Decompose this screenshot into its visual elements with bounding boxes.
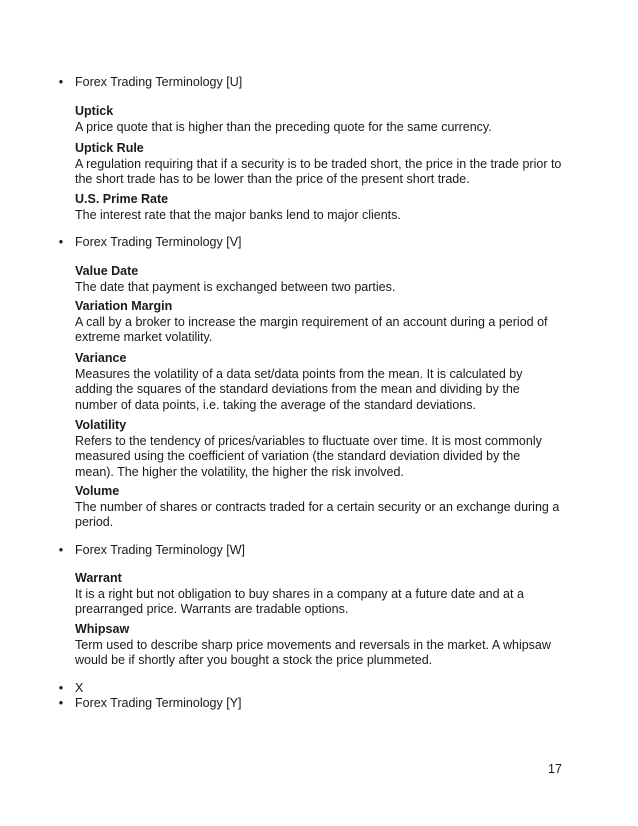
glossary-entry [75,264,575,295]
bullet-icon: • [58,75,64,89]
glossary-entry [75,104,575,135]
term: Volume [75,484,120,498]
definition-line: A regulation requiring that if a security is to be traded short, the price in the trade prior to [75,156,562,171]
definition-line: A call by a broker to increase the margin requirement of an account during a period of [75,314,548,329]
definition-line: extreme market volatility. [75,330,213,344]
term: Warrant [75,571,122,585]
bullet-icon: • [58,543,64,557]
definition-line: Measures the volatility of a data set/data points from the mean. It is calculated by [75,366,523,381]
section-heading: Forex Trading Terminology [U] [75,75,243,89]
section-heading: Forex Trading Terminology [V] [75,235,242,249]
definition-line: number of data points, i.e. taking the average of the standard deviations. [75,397,476,412]
definition-line: adding the squares of the standard deviations from the mean and dividing by the [75,382,520,396]
definition-line: Term used to describe sharp price movements and reversals in the market. A whipsaw [75,637,551,652]
glossary-entry [75,351,575,413]
definition-line: mean). The higher the volatility, the higher the risk involved. [75,464,404,479]
definition-line: the short trade has to be lower than the price of the present short trade. [75,172,470,186]
term: Uptick [75,104,114,118]
definition-line: The date that payment is exchanged between two parties. [75,279,396,294]
bullet-icon: • [58,235,64,249]
definition-line: The interest rate that the major banks lend to major clients. [75,207,401,222]
section-heading: Forex Trading Terminology [Y] [75,696,242,710]
definition-line: The number of shares or contracts traded for a certain security or an exchange during a [75,499,560,514]
glossary-entry [75,192,575,223]
bullet-icon: • [58,681,64,695]
glossary-entry [75,418,575,480]
term: Uptick Rule [75,141,144,155]
term: Volatility [75,418,127,432]
definition-line: Refers to the tendency of prices/variables to fluctuate over time. It is most commonly [75,433,542,448]
definition-line: prearranged price. Warrants are tradable options. [75,602,349,616]
term: Whipsaw [75,622,130,636]
glossary-entry [75,484,575,531]
term: Value Date [75,264,139,278]
glossary-entry [75,571,575,618]
term: Variance [75,351,127,365]
bullet-icon: • [58,696,64,710]
definition-line: measured using the coefficient of variation (the standard deviation divided by the [75,449,521,463]
glossary-entry [75,299,575,346]
definition-line: period. [75,515,114,529]
definition-line: It is a right but not obligation to buy shares in a company at a future date and at a [75,586,524,601]
glossary-entry [75,141,575,188]
section-heading: X [75,681,84,695]
definition-line: A price quote that is higher than the preceding quote for the same currency. [75,119,492,134]
glossary-entry [75,622,575,669]
term: Variation Margin [75,299,173,313]
definition-line: would be if shortly after you bought a stock the price plummeted. [75,653,433,667]
section-heading: Forex Trading Terminology [W] [75,543,245,557]
page-number: 17 [548,762,562,776]
term: U.S. Prime Rate [75,192,169,206]
